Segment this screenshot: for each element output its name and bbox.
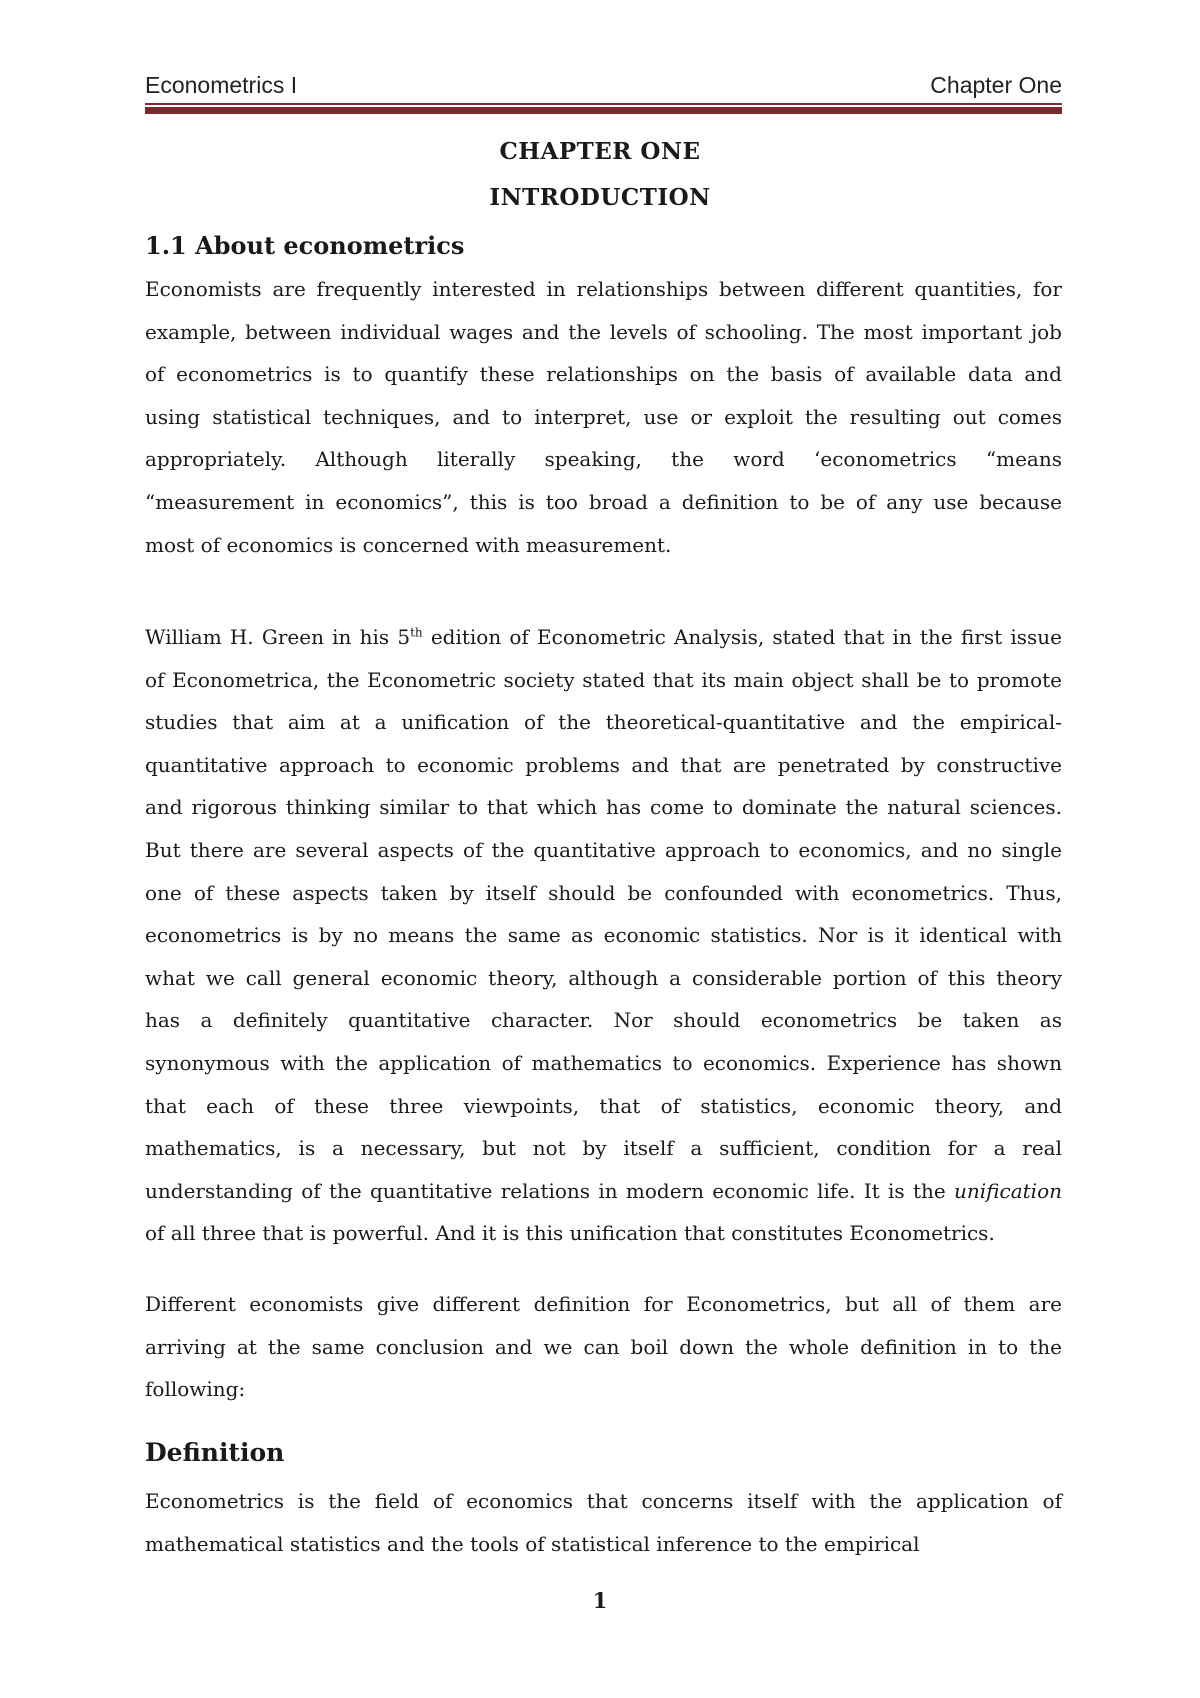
superscript: th: [410, 625, 423, 640]
text-line: mathematics, is a necessary, but not by itself a sufficient, condition for a real: [145, 1136, 1062, 1161]
header-course-title: Econometrics I: [145, 72, 298, 98]
emphasized-term: unification: [954, 1178, 1062, 1203]
header-chapter-label: Chapter One: [930, 72, 1062, 98]
text-line: understanding of the quantitative relations in modern economic life. It is the unification: [145, 1178, 1062, 1203]
paragraph-3: [145, 1283, 1062, 1411]
text-line: mathematical statistics and the tools of statistical inference to the empirical: [145, 1531, 920, 1556]
text-line: of econometrics is to quantify these relationships on the basis of available data and: [145, 362, 1062, 387]
running-header: [145, 72, 1062, 99]
text-line: following:: [145, 1377, 246, 1402]
text-line: studies that aim at a unification of the theoretical-quantitative and the empirical-: [145, 710, 1062, 735]
text-line: of Econometrica, the Econometric society stated that its main object shall be to promote: [145, 667, 1062, 692]
text-line: has a definitely quantitative character. Nor should econometrics be taken as: [145, 1008, 1062, 1033]
text-line: William H. Green in his 5th edition of Econometric Analysis, stated that in the first issue: [145, 625, 1062, 649]
text-line: quantitative approach to economic problems and that are penetrated by constructive: [145, 752, 1062, 777]
text-line: Econometrics is the field of economics that concerns itself with the application of: [145, 1489, 1062, 1513]
text-line: Different economists give different definition for Econometrics, but all of them are: [145, 1292, 1062, 1316]
chapter-title: INTRODUCTION: [489, 184, 711, 211]
text-line: that each of these three viewpoints, that of statistics, economic theory, and: [145, 1093, 1062, 1118]
paragraph-2: [145, 616, 1062, 1255]
text-line: using statistical techniques, and to interpret, use or exploit the resulting out comes: [145, 404, 1062, 429]
text-line: synonymous with the application of mathematics to economics. Experience has shown: [145, 1050, 1062, 1075]
section-heading: 1.1 About econometrics: [145, 231, 465, 260]
text-line: arriving at the same conclusion and we can boil down the whole definition in to the: [145, 1334, 1062, 1359]
header-rule: [145, 103, 1062, 114]
text-line: appropriately. Although literally speaking, the word ‘econometrics “means: [145, 447, 1062, 472]
text-line: of all three that is powerful. And it is this unification that constitutes Econometrics.: [145, 1221, 995, 1246]
text-line: and rigorous thinking similar to that which has come to dominate the natural sciences.: [145, 795, 1062, 820]
text-line: econometrics is by no means the same as economic statistics. Nor is it identical with: [145, 923, 1062, 948]
text-line: most of economics is concerned with measurement.: [145, 532, 672, 557]
chapter-number-title: CHAPTER ONE: [499, 138, 701, 165]
definition-paragraph: [145, 1480, 1062, 1565]
text-line: Economists are frequently interested in relationships between different quantities, for: [145, 277, 1062, 301]
definition-heading: Definition: [145, 1438, 285, 1467]
text-line: one of these aspects taken by itself should be confounded with econometrics. Thus,: [145, 880, 1062, 905]
text-line: “measurement in economics”, this is too broad a definition to be of any use because: [145, 489, 1062, 514]
text-line: But there are several aspects of the quantitative approach to economics, and no single: [145, 837, 1062, 862]
text-line: example, between individual wages and the levels of schooling. The most important job: [145, 319, 1062, 344]
paragraph-1: [145, 268, 1062, 566]
page-number: 1: [592, 1588, 608, 1613]
text-line: what we call general economic theory, although a considerable portion of this theory: [145, 965, 1062, 990]
